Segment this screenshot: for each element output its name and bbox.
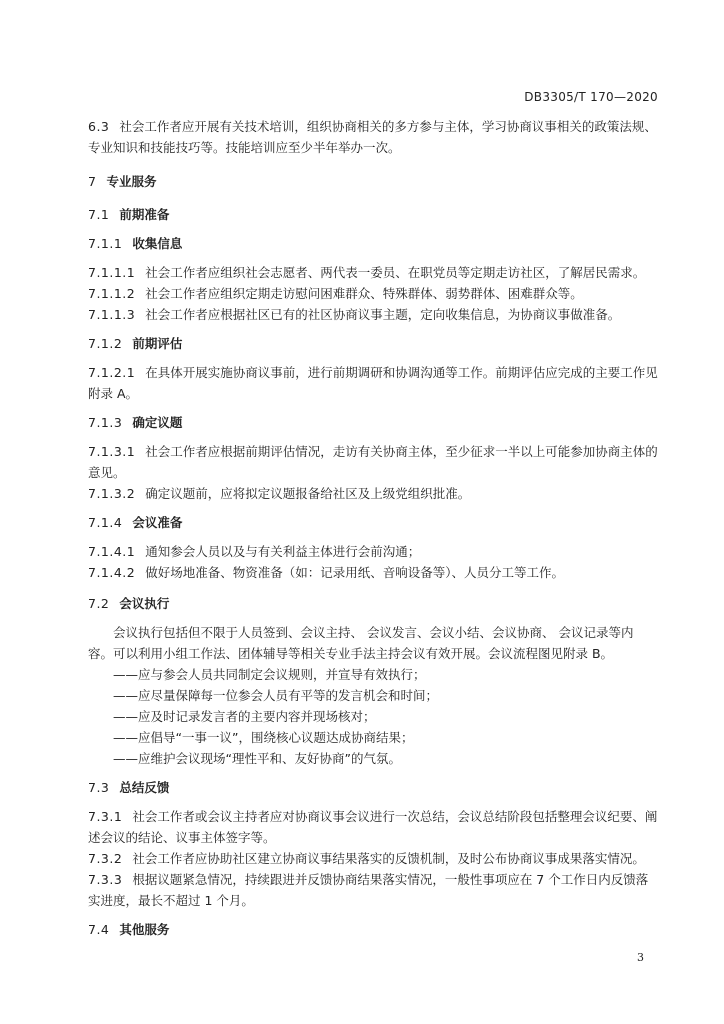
page-number: 3 [637, 951, 644, 964]
section-title: 专业服务 [106, 174, 157, 189]
clause-number: 7.3.2 [88, 851, 123, 866]
section-title: 前期评估 [132, 336, 183, 351]
clause-number: 7.1.1.3 [88, 307, 136, 322]
section-number: 7.2 [88, 596, 110, 611]
clause-number: 7.1.1.1 [88, 265, 136, 280]
clause-7-3-2 [88, 848, 658, 869]
clause-7-1-3-1 [88, 441, 658, 483]
section-heading-7 [88, 171, 658, 192]
paragraph-7-2: 会议执行包括但不限于人员签到、会议主持、 会议发言、会议小结、会议协商、 会议记录等内容。可以利用小组工作法、团体辅导等相关专业手法主持会议有效开展。会议流程图见附录 B。 [88, 625, 634, 661]
section-title: 确定议题 [132, 415, 183, 430]
clause-text: 社会工作者应根据前期评估情况，走访有关协商主体，至少征求一半以上可能参加协商主体的意见。 [88, 444, 658, 480]
clause-number: 7.3.1 [88, 809, 123, 824]
list-item: ——应与参会人员共同制定会议规则，并宣导有效执行； [113, 667, 426, 682]
section-number: 7.4 [88, 922, 110, 937]
clause-text: 根据议题紧急情况，持续跟进并反馈协商结果落实情况，一般性事项应在 7 个工作日内反馈落实进度，最长不超过 1 个月。 [88, 872, 649, 908]
clause-number: 7.1.1.2 [88, 286, 136, 301]
clause-number: 7.1.4.1 [88, 544, 136, 559]
clause-6-3 [88, 116, 658, 158]
clause-7-1-1-2 [88, 283, 658, 304]
clause-7-1-3-2 [88, 483, 658, 504]
section-number: 7.1 [88, 207, 110, 222]
clause-text: 社会工作者应组织定期走访慰问困难群众、特殊群体、弱势群体、困难群众等。 [145, 286, 583, 301]
section-title: 会议执行 [119, 596, 170, 611]
section-number: 7.1.4 [88, 515, 123, 530]
section-heading-7-1-1 [88, 233, 658, 254]
clause-7-1-1-3 [88, 304, 658, 325]
document-body [88, 116, 658, 940]
section-heading-7-1 [88, 204, 658, 225]
list-item: ——应倡导“一事一议”，围绕核心议题达成协商结果； [113, 730, 414, 745]
clause-number: 7.1.4.2 [88, 565, 136, 580]
clause-text: 做好场地准备、物资准备（如：记录用纸、音响设备等）、人员分工等工作。 [145, 565, 564, 580]
clause-7-1-2-1 [88, 362, 658, 404]
clause-7-3-3 [88, 869, 658, 911]
section-title: 前期准备 [119, 207, 170, 222]
section-title: 其他服务 [119, 922, 170, 937]
clause-7-1-4-2 [88, 562, 658, 583]
clause-text: 社会工作者应协助社区建立协商议事结果落实的反馈机制，及时公布协商议事成果落实情况。 [132, 851, 645, 866]
clause-text: 社会工作者或会议主持者应对协商议事会议进行一次总结，会议总结阶段包括整理会议纪要、阐述会议的结论、议事主体签字等。 [88, 809, 658, 845]
clause-number: 7.1.3.1 [88, 444, 136, 459]
section-number: 7.1.2 [88, 336, 123, 351]
section-heading-7-1-3 [88, 412, 658, 433]
clause-text: 社会工作者应根据社区已有的社区协商议事主题，定向收集信息，为协商议事做准备。 [145, 307, 621, 322]
clause-text: 在具体开展实施协商议事前，进行前期调研和协调沟通等工作。前期评估应完成的主要工作见附录 A。 [88, 365, 658, 401]
clause-7-3-1 [88, 806, 658, 848]
section-heading-7-4 [88, 919, 658, 940]
section-heading-7-1-4 [88, 512, 658, 533]
section-number: 7.3 [88, 780, 110, 795]
section-title: 收集信息 [132, 236, 183, 251]
document-code: DB3305/T 170—2020 [524, 90, 658, 104]
list-item: ——应尽量保障每一位参会人员有平等的发言机会和时间； [113, 688, 439, 703]
section-number: 7.1.3 [88, 415, 123, 430]
section-title: 会议准备 [132, 515, 183, 530]
section-number: 7 [88, 174, 97, 189]
clause-number: 7.1.2.1 [88, 365, 136, 380]
clause-7-1-4-1 [88, 541, 658, 562]
clause-text: 确定议题前，应将拟定议题报备给社区及上级党组织批准。 [145, 486, 471, 501]
section-heading-7-3 [88, 777, 658, 798]
clause-number: 7.3.3 [88, 872, 123, 887]
section-heading-7-1-2 [88, 333, 658, 354]
clause-number: 6.3 [88, 119, 110, 134]
list-item: ——应及时记录发言者的主要内容并现场核对； [113, 709, 376, 724]
clause-7-1-1-1 [88, 262, 658, 283]
clause-number: 7.1.3.2 [88, 486, 136, 501]
clause-text: 社会工作者应开展有关技术培训，组织协商相关的多方参与主体，学习协商议事相关的政策法规、专业知识和技能技巧等。技能培训应至少半年举办一次。 [88, 119, 657, 155]
section-number: 7.1.1 [88, 236, 123, 251]
clause-text: 社会工作者应组织社会志愿者、两代表一委员、在职党员等定期走访社区，了解居民需求。 [145, 265, 646, 280]
list-item: ——应维护会议现场“理性平和、友好协商”的气氛。 [113, 751, 401, 766]
section-title: 总结反馈 [119, 780, 170, 795]
section-heading-7-2 [88, 593, 658, 614]
clause-text: 通知参会人员以及与有关利益主体进行会前沟通； [145, 544, 421, 559]
